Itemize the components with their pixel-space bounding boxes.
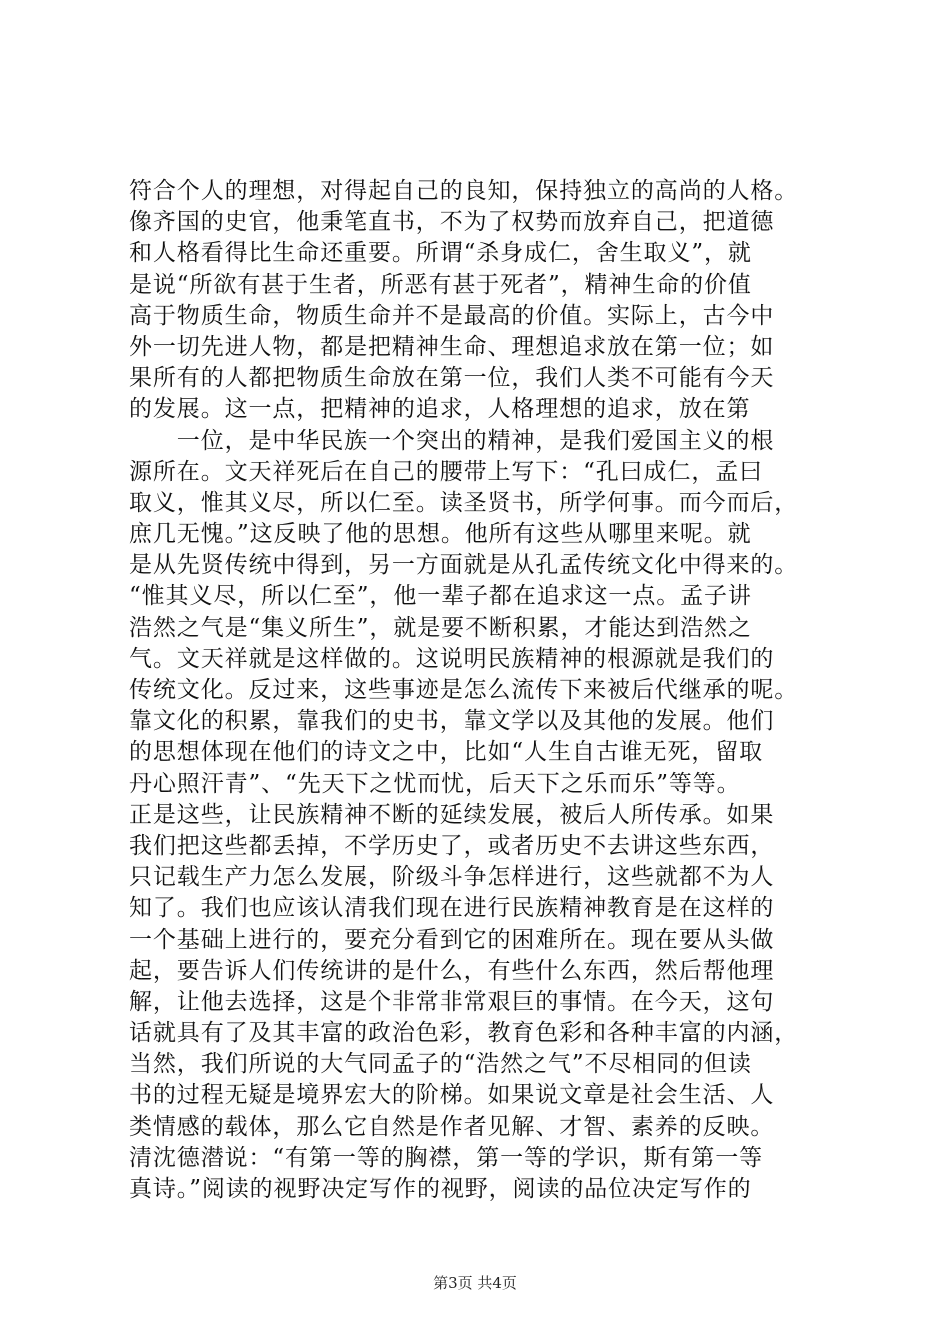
text-line: 是说“所欲有甚于生者，所恶有甚于死者”，精神生命的价值 — [129, 271, 752, 298]
text-line: 气。文天祥就是这样做的。这说明民族精神的根源就是我们的 — [129, 645, 775, 672]
text-line: 真诗。”阅读的视野决定写作的视野，阅读的品位决定写作的 — [129, 1176, 752, 1202]
text-line: 传统文化。反过来，这些事迹是怎么流传下来被后代继承的呢。 — [129, 677, 799, 703]
text-line: 源所在。文天祥死后在自己的腰带上写下：“孔曰成仁，孟曰 — [129, 458, 764, 485]
text-line: 外一切先进人物，都是把精神生命、理想追求放在第一位；如 — [129, 333, 775, 360]
text-line: 只记载生产力怎么发展，阶级斗争怎样进行，这些就都不为人 — [129, 864, 775, 891]
text-line: 的思想体现在他们的诗文之中，比如“人生自古谁无死，留取 — [129, 739, 764, 766]
text-line: 果所有的人都把物质生命放在第一位，我们人类不可能有今天 — [129, 365, 775, 392]
text-line: 取义，惟其义尽，所以仁至。读圣贤书，所学何事。而今而后， — [129, 489, 799, 516]
text-line: 浩然之气是“集义所生”，就是要不断积累，才能达到浩然之 — [129, 614, 752, 641]
text-line: 靠文化的积累，靠我们的史书，靠文学以及其他的发展。他们 — [129, 708, 775, 735]
text-line: 高于物质生命，物质生命并不是最高的价值。实际上，古今中 — [129, 302, 775, 329]
text-line: 知了。我们也应该认清我们现在进行民族精神教育是在这样的 — [129, 895, 775, 922]
text-line: 解，让他去选择，这是个非常非常艰巨的事情。在今天，这句 — [129, 988, 775, 1015]
text-line: 话就具有了及其丰富的政治色彩，教育色彩和各种丰富的内涵， — [129, 1020, 799, 1047]
text-line: 的发展。这一点，把精神的追求，人格理想的追求，放在第 — [129, 396, 751, 423]
text-line: 是从先贤传统中得到，另一方面就是从孔孟传统文化中得来的。 — [129, 552, 799, 579]
text-line: 清沈德潜说：“有第一等的胸襟，第一等的学识，斯有第一等 — [129, 1144, 764, 1171]
text-line: 当然，我们所说的大气同孟子的“浩然之气”不尽相同的但读 — [129, 1051, 752, 1078]
text-line: 符合个人的理想，对得起自己的良知，保持独立的高尚的人格。 — [129, 178, 799, 204]
body-text — [129, 176, 829, 1205]
text-line: 丹心照汗青”、“先天下之忧而忧，后天下之乐而乐”等等。 — [129, 770, 741, 797]
text-line: 和人格看得比生命还重要。所谓“杀身成仁，舍生取义”，就 — [129, 240, 752, 267]
text-line: 庶几无愧。”这反映了他的思想。他所有这些从哪里来呢。就 — [129, 521, 752, 548]
text-line: “惟其义尽，所以仁至”，他一辈子都在追求这一点。孟子讲 — [129, 583, 752, 610]
text-line: 起，要告诉人们传统讲的是什么，有些什么东西，然后帮他理 — [129, 957, 775, 984]
text-line: 正是这些，让民族精神不断的延续发展，被后人所传承。如果 — [129, 801, 775, 828]
text-line: 书的过程无疑是境界宏大的阶梯。如果说文章是社会生活、人 — [129, 1082, 775, 1109]
text-line: 一个基础上进行的，要充分看到它的困难所在。现在要从头做 — [129, 926, 775, 953]
text-line: 像齐国的史官，他秉笔直书，不为了权势而放弃自己，把道德 — [129, 209, 775, 236]
page-number-footer: 第3页 共4页 — [433, 1274, 517, 1292]
text-line: 类情感的载体，那么它自然是作者见解、才智、素养的反映。 — [129, 1113, 775, 1140]
text-line: 一位，是中华民族一个突出的精神，是我们爱国主义的根 — [129, 427, 775, 454]
text-line: 我们把这些都丢掉，不学历史了，或者历史不去讲这些东西， — [129, 832, 775, 859]
